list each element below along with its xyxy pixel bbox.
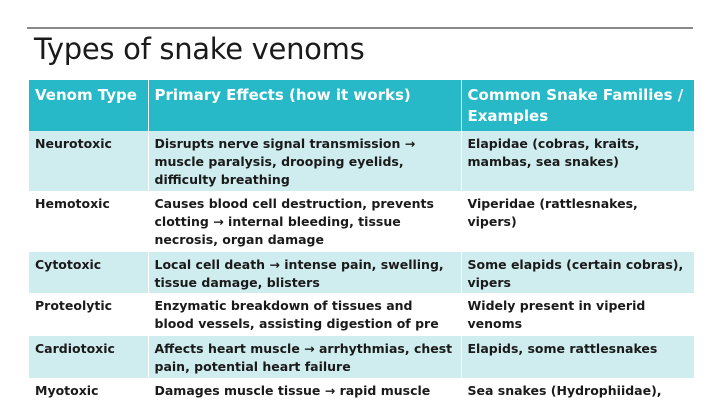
families-cell: Elapidae (cobras, kraits, mambas, sea snakes) [461,131,694,191]
venom-type-cell: Myotoxic [29,378,148,414]
title-rule [27,27,693,29]
venom-type-cell: Cardiotoxic [29,336,148,378]
venom-type-cell: Neurotoxic [29,131,148,191]
slide-title: Types of snake venoms [34,32,365,66]
venom-table [29,80,694,414]
effects-cell: Damages muscle tissue → rapid muscle [148,378,461,414]
families-cell: Widely present in viperid venoms [461,293,694,336]
table-row [29,378,694,414]
venom-type-cell: Proteolytic [29,293,148,336]
effects-cell: Disrupts nerve signal transmission → muscle paralysis, drooping eyelids, difficulty breathing [148,131,461,191]
venom-type-cell: Cytotoxic [29,252,148,293]
table-row [29,252,694,293]
table-row [29,293,694,336]
effects-cell: Causes blood cell destruction, prevents clotting → internal bleeding, tissue necrosis, organ damage [148,191,461,252]
header-snake-families: Common Snake Families / Examples [461,80,694,131]
table-row [29,191,694,252]
families-cell: Sea snakes (Hydrophiidae), [461,378,694,414]
effects-cell: Affects heart muscle → arrhythmias, chest pain, potential heart failure [148,336,461,378]
families-cell: Elapids, some rattlesnakes [461,336,694,378]
table-row [29,336,694,378]
header-venom-type: Venom Type [29,80,148,131]
venom-type-cell: Hemotoxic [29,191,148,252]
effects-cell: Local cell death → intense pain, swelling, tissue damage, blisters [148,252,461,293]
families-cell: Some elapids (certain cobras), vipers [461,252,694,293]
header-primary-effects: Primary Effects (how it works) [148,80,461,131]
table-header-row [29,80,694,131]
table-row [29,131,694,191]
families-cell: Viperidae (rattlesnakes, vipers) [461,191,694,252]
effects-cell: Enzymatic breakdown of tissues and blood vessels, assisting digestion of pre [148,293,461,336]
